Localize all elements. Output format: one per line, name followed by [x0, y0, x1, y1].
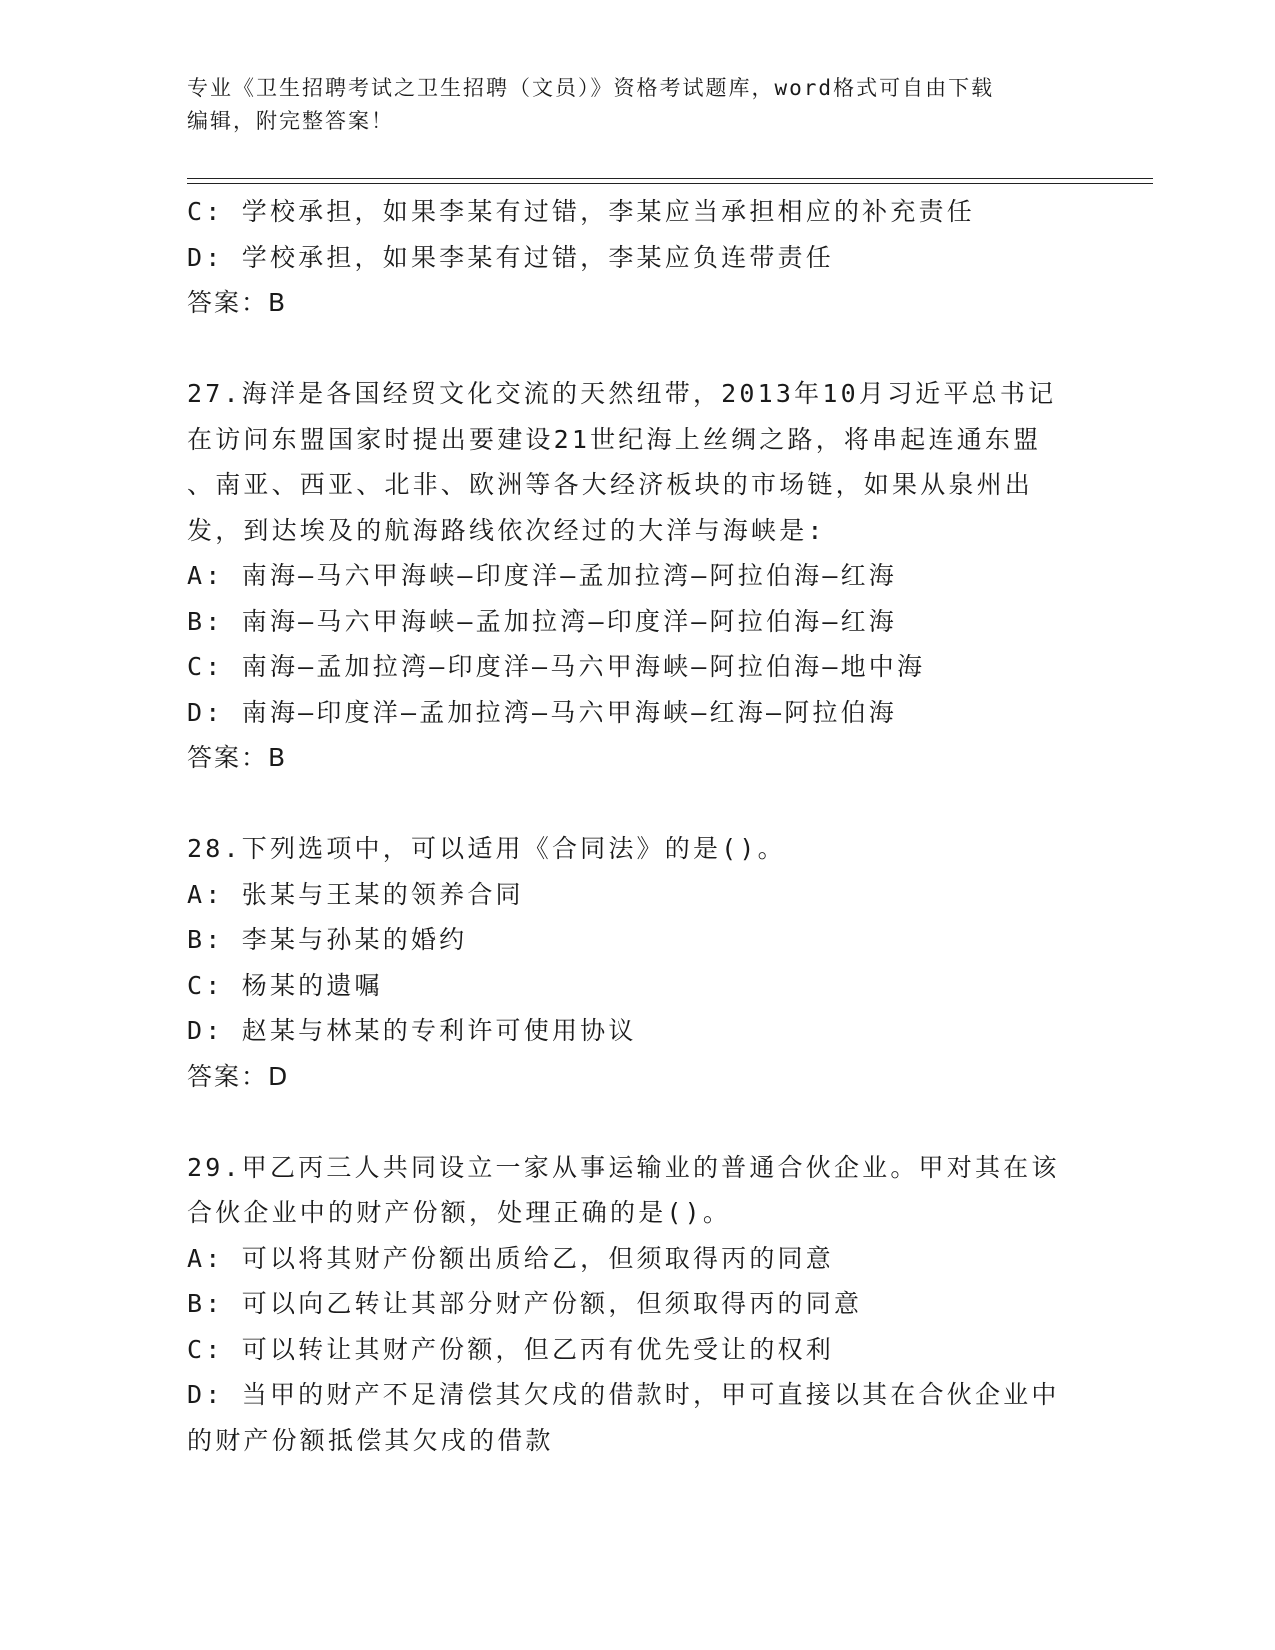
question-26-tail	[187, 189, 1067, 326]
option-c: C: 学校承担，如果李某有过错，李某应当承担相应的补充责任	[187, 197, 975, 226]
document-header	[187, 72, 1067, 138]
answer-line: 答案：B	[187, 288, 288, 317]
header-line-1: 专业《卫生招聘考试之卫生招聘（文员）》资格考试题库，word格式可自由下载	[187, 76, 995, 100]
question-stem: 合伙企业中的财产份额，处理正确的是()。	[187, 1198, 732, 1227]
option-c: C: 杨某的遗嘱	[187, 970, 383, 1000]
header-rule-top	[187, 178, 1153, 179]
question-stem: 发，到达埃及的航海路线依次经过的大洋与海峡是:	[187, 515, 826, 545]
option-d: D: 赵某与林某的专利许可使用协议	[187, 1016, 637, 1045]
spacer	[187, 781, 1067, 827]
option-b: B: 南海—马六甲海峡—孟加拉湾—印度洋—阿拉伯海—红海	[187, 606, 898, 636]
option-c: C: 可以转让其财产份额，但乙丙有优先受让的权利	[187, 1334, 834, 1364]
option-d: D: 学校承担，如果李某有过错，李某应负连带责任	[187, 242, 834, 272]
header-rule-bottom	[187, 183, 1153, 184]
spacer	[187, 1099, 1067, 1145]
option-b: B: 李某与孙某的婚约	[187, 925, 468, 954]
option-d: D: 南海—印度洋—孟加拉湾—马六甲海峡—红海—阿拉伯海	[187, 697, 898, 727]
option-a: A: 南海—马六甲海峡—印度洋—孟加拉湾—阿拉伯海—红海	[187, 561, 898, 590]
question-stem: 29.甲乙丙三人共同设立一家从事运输业的普通合伙企业。甲对其在该	[187, 1152, 1060, 1182]
document-body	[187, 189, 1067, 1463]
option-b: B: 可以向乙转让其部分财产份额，但须取得丙的同意	[187, 1289, 863, 1318]
option-d-continued: 的财产份额抵偿其欠戌的借款	[187, 1425, 554, 1455]
answer-line: 答案：B	[187, 743, 288, 772]
question-28	[187, 826, 1067, 1099]
question-stem: 27.海洋是各国经贸文化交流的天然纽带，2013年10月习近平总书记	[187, 379, 1057, 408]
option-a: A: 张某与王某的领养合同	[187, 879, 524, 909]
header-line-2: 编辑，附完整答案！	[187, 109, 394, 133]
option-a: A: 可以将其财产份额出质给乙，但须取得丙的同意	[187, 1243, 834, 1273]
question-29	[187, 1145, 1067, 1464]
option-d: D: 当甲的财产不足清偿其欠戌的借款时，甲可直接以其在合伙企业中	[187, 1380, 1060, 1409]
spacer	[187, 326, 1067, 372]
answer-line: 答案：D	[187, 1061, 290, 1091]
question-27	[187, 371, 1067, 781]
question-stem: 在访问东盟国家时提出要建设21世纪海上丝绸之路，将串起连通东盟	[187, 424, 1042, 454]
question-stem: 、南亚、西亚、北非、欧洲等各大经济板块的市场链，如果从泉州出	[187, 470, 1034, 499]
question-stem: 28.下列选项中，可以适用《合同法》的是()。	[187, 834, 786, 863]
option-c: C: 南海—孟加拉湾—印度洋—马六甲海峡—阿拉伯海—地中海	[187, 652, 926, 681]
